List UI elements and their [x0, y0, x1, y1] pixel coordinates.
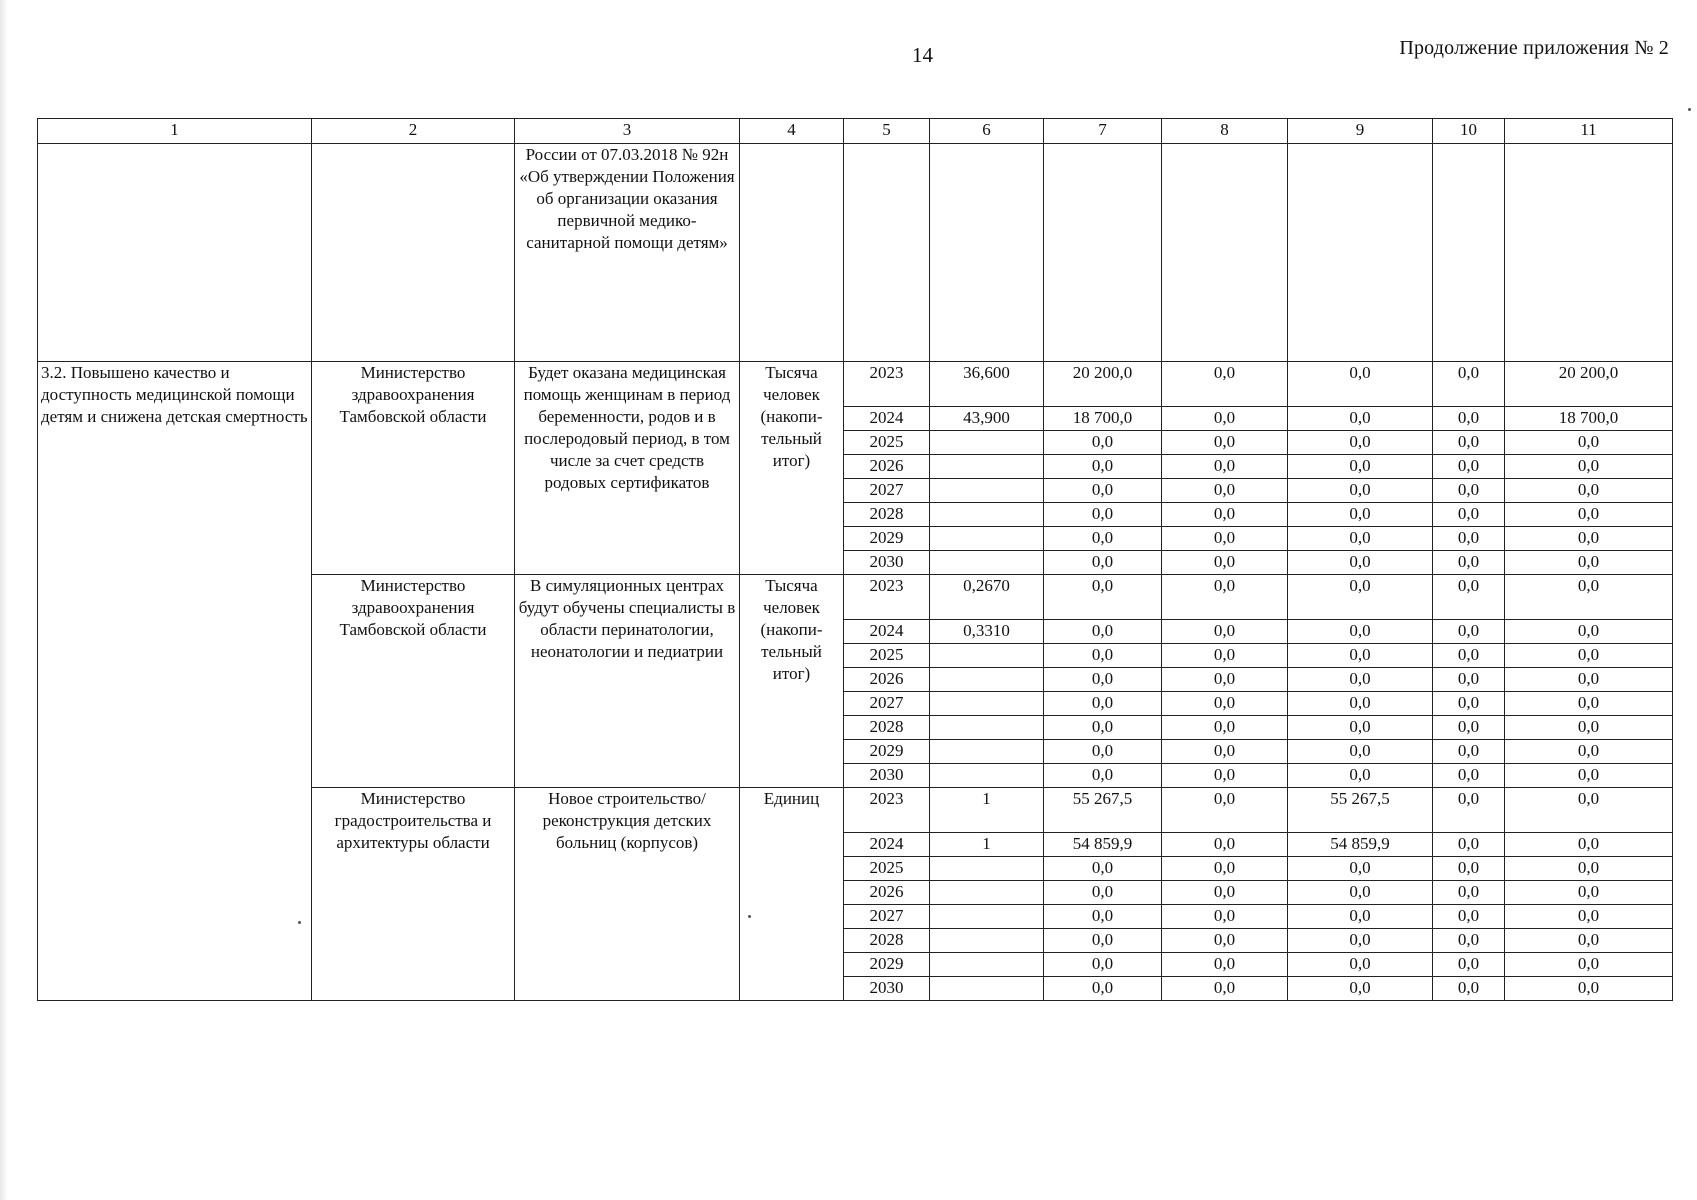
- amount-col11-cell: 0,0: [1505, 479, 1673, 503]
- amount-col8-cell: 0,0: [1162, 881, 1288, 905]
- amount-col9-cell: 0,0: [1288, 905, 1433, 929]
- amount-col9-cell: 0,0: [1288, 551, 1433, 575]
- amount-col8-cell: 0,0: [1162, 575, 1288, 620]
- amount-col10-cell: 0,0: [1433, 881, 1505, 905]
- page-number: 14: [912, 43, 933, 67]
- amount-col11-cell: 0,0: [1505, 527, 1673, 551]
- year-cell: 2027: [844, 479, 930, 503]
- amount-col9-cell: 0,0: [1288, 527, 1433, 551]
- target-value-cell: [930, 503, 1044, 527]
- amount-col7-cell: 20 200,0: [1044, 362, 1162, 407]
- amount-col8-cell: 0,0: [1162, 479, 1288, 503]
- amount-col10-cell: 0,0: [1433, 692, 1505, 716]
- amount-col10-cell: 0,0: [1433, 620, 1505, 644]
- target-value-cell: 1: [930, 788, 1044, 833]
- column-number: 1: [38, 119, 312, 144]
- amount-col8-cell: 0,0: [1162, 551, 1288, 575]
- amount-col9-cell: 0,0: [1288, 740, 1433, 764]
- column-number: 11: [1505, 119, 1673, 144]
- amount-col9-cell: 0,0: [1288, 764, 1433, 788]
- amount-col7-cell: 0,0: [1044, 881, 1162, 905]
- amount-col8-cell: 0,0: [1162, 668, 1288, 692]
- target-value-cell: [930, 455, 1044, 479]
- amount-col11-cell: 0,0: [1505, 644, 1673, 668]
- year-cell: 2023: [844, 575, 930, 620]
- year-cell: 2023: [844, 362, 930, 407]
- event-description: В симуляционных центрах будут обучены специалисты в области перинатологии, неонатологии и педиатрии: [515, 575, 740, 788]
- amount-col11-cell: 0,0: [1505, 692, 1673, 716]
- amount-col8-cell: 0,0: [1162, 644, 1288, 668]
- amount-col9-cell: 0,0: [1288, 455, 1433, 479]
- amount-col7-cell: 0,0: [1044, 716, 1162, 740]
- target-value-cell: [930, 668, 1044, 692]
- amount-col7-cell: 0,0: [1044, 503, 1162, 527]
- column-number: 10: [1433, 119, 1505, 144]
- executor-name: Министерство здравоохранения Тамбовской области: [312, 362, 515, 575]
- amount-col8-cell: 0,0: [1162, 953, 1288, 977]
- continuation-row: [38, 144, 1673, 362]
- amount-col8-cell: 0,0: [1162, 977, 1288, 1001]
- amount-col8-cell: 0,0: [1162, 905, 1288, 929]
- amount-col11-cell: 0,0: [1505, 788, 1673, 833]
- amount-col11-cell: 0,0: [1505, 716, 1673, 740]
- amount-col11-cell: 0,0: [1505, 857, 1673, 881]
- amount-col11-cell: 0,0: [1505, 905, 1673, 929]
- amount-col7-cell: 54 859,9: [1044, 833, 1162, 857]
- target-value-cell: [930, 527, 1044, 551]
- year-cell: 2029: [844, 527, 930, 551]
- target-value-cell: [930, 857, 1044, 881]
- scan-speck: [298, 921, 301, 924]
- executor-name: Министерство здравоохранения Тамбовской области: [312, 575, 515, 788]
- event-description: Новое строительство/ реконструкция детских больниц (корпусов): [515, 788, 740, 1001]
- year-cell: 2029: [844, 740, 930, 764]
- empty-cell: [38, 144, 312, 362]
- year-cell: 2030: [844, 977, 930, 1001]
- amount-col8-cell: 0,0: [1162, 929, 1288, 953]
- amount-col9-cell: 0,0: [1288, 692, 1433, 716]
- unit-of-measure: Единиц: [740, 788, 844, 1001]
- target-value-cell: [930, 644, 1044, 668]
- amount-col8-cell: 0,0: [1162, 740, 1288, 764]
- amount-col9-cell: 0,0: [1288, 716, 1433, 740]
- result-name: 3.2. Повышено качество и доступность медицинской помощи детям и снижена детская смертность: [38, 362, 312, 1001]
- empty-cell: [1433, 144, 1505, 362]
- amount-col8-cell: 0,0: [1162, 692, 1288, 716]
- amount-col7-cell: 0,0: [1044, 668, 1162, 692]
- year-cell: 2029: [844, 953, 930, 977]
- amount-col11-cell: 0,0: [1505, 833, 1673, 857]
- amount-col10-cell: 0,0: [1433, 644, 1505, 668]
- appendix-note: Продолжение приложения № 2: [1399, 37, 1669, 59]
- amount-col10-cell: 0,0: [1433, 716, 1505, 740]
- amount-col11-cell: 0,0: [1505, 881, 1673, 905]
- amount-col10-cell: 0,0: [1433, 905, 1505, 929]
- amount-col7-cell: 55 267,5: [1044, 788, 1162, 833]
- amount-col8-cell: 0,0: [1162, 857, 1288, 881]
- amount-col7-cell: 0,0: [1044, 575, 1162, 620]
- year-cell: 2026: [844, 455, 930, 479]
- year-cell: 2030: [844, 551, 930, 575]
- amount-col8-cell: 0,0: [1162, 788, 1288, 833]
- year-cell: 2028: [844, 929, 930, 953]
- column-number: 6: [930, 119, 1044, 144]
- year-cell: 2025: [844, 857, 930, 881]
- amount-col7-cell: 0,0: [1044, 953, 1162, 977]
- amount-col9-cell: 0,0: [1288, 407, 1433, 431]
- amount-col11-cell: 0,0: [1505, 740, 1673, 764]
- amount-col10-cell: 0,0: [1433, 833, 1505, 857]
- year-cell: 2025: [844, 431, 930, 455]
- amount-col10-cell: 0,0: [1433, 503, 1505, 527]
- amount-col9-cell: 0,0: [1288, 503, 1433, 527]
- amount-col9-cell: 0,0: [1288, 929, 1433, 953]
- amount-col11-cell: 0,0: [1505, 620, 1673, 644]
- amount-col10-cell: 0,0: [1433, 953, 1505, 977]
- budget-table: [37, 118, 1673, 1001]
- amount-col10-cell: 0,0: [1433, 362, 1505, 407]
- year-cell: 2024: [844, 407, 930, 431]
- amount-col10-cell: 0,0: [1433, 431, 1505, 455]
- amount-col7-cell: 0,0: [1044, 431, 1162, 455]
- amount-col11-cell: 0,0: [1505, 977, 1673, 1001]
- amount-col7-cell: 0,0: [1044, 644, 1162, 668]
- amount-col8-cell: 0,0: [1162, 833, 1288, 857]
- amount-col7-cell: 0,0: [1044, 857, 1162, 881]
- amount-col8-cell: 0,0: [1162, 407, 1288, 431]
- empty-cell: [1288, 144, 1433, 362]
- column-number: 2: [312, 119, 515, 144]
- target-value-cell: 0,3310: [930, 620, 1044, 644]
- empty-cell: [1162, 144, 1288, 362]
- target-value-cell: [930, 716, 1044, 740]
- unit-of-measure: Тысяча человек (накопи-тельный итог): [740, 362, 844, 575]
- empty-cell: [740, 144, 844, 362]
- amount-col9-cell: 0,0: [1288, 953, 1433, 977]
- amount-col7-cell: 0,0: [1044, 551, 1162, 575]
- amount-col10-cell: 0,0: [1433, 977, 1505, 1001]
- amount-col8-cell: 0,0: [1162, 527, 1288, 551]
- column-number: 8: [1162, 119, 1288, 144]
- amount-col10-cell: 0,0: [1433, 929, 1505, 953]
- amount-col10-cell: 0,0: [1433, 668, 1505, 692]
- amount-col9-cell: 0,0: [1288, 977, 1433, 1001]
- target-value-cell: 1: [930, 833, 1044, 857]
- amount-col9-cell: 0,0: [1288, 881, 1433, 905]
- amount-col10-cell: 0,0: [1433, 788, 1505, 833]
- column-number: 4: [740, 119, 844, 144]
- column-number: 9: [1288, 119, 1433, 144]
- year-cell: 2030: [844, 764, 930, 788]
- amount-col11-cell: 18 700,0: [1505, 407, 1673, 431]
- amount-col10-cell: 0,0: [1433, 455, 1505, 479]
- amount-col7-cell: 0,0: [1044, 764, 1162, 788]
- amount-col7-cell: 0,0: [1044, 905, 1162, 929]
- amount-col9-cell: 0,0: [1288, 362, 1433, 407]
- amount-col8-cell: 0,0: [1162, 503, 1288, 527]
- amount-col8-cell: 0,0: [1162, 764, 1288, 788]
- year-cell: 2026: [844, 881, 930, 905]
- amount-col9-cell: 54 859,9: [1288, 833, 1433, 857]
- year-cell: 2027: [844, 905, 930, 929]
- column-number: 5: [844, 119, 930, 144]
- target-value-cell: 36,600: [930, 362, 1044, 407]
- amount-col7-cell: 0,0: [1044, 977, 1162, 1001]
- amount-col9-cell: 0,0: [1288, 668, 1433, 692]
- year-cell: 2028: [844, 716, 930, 740]
- amount-col10-cell: 0,0: [1433, 740, 1505, 764]
- amount-col11-cell: 0,0: [1505, 668, 1673, 692]
- scan-speck: [748, 915, 751, 918]
- target-value-cell: [930, 692, 1044, 716]
- amount-col11-cell: 0,0: [1505, 929, 1673, 953]
- amount-col11-cell: 0,0: [1505, 431, 1673, 455]
- amount-col8-cell: 0,0: [1162, 362, 1288, 407]
- amount-col8-cell: 0,0: [1162, 431, 1288, 455]
- target-value-cell: [930, 479, 1044, 503]
- amount-col10-cell: 0,0: [1433, 857, 1505, 881]
- year-cell: 2023: [844, 788, 930, 833]
- column-number: 7: [1044, 119, 1162, 144]
- target-value-cell: [930, 953, 1044, 977]
- amount-col9-cell: 0,0: [1288, 575, 1433, 620]
- year-cell: 2028: [844, 503, 930, 527]
- scan-edge: [0, 0, 8, 1200]
- amount-col9-cell: 0,0: [1288, 857, 1433, 881]
- amount-col11-cell: 0,0: [1505, 575, 1673, 620]
- amount-col9-cell: 55 267,5: [1288, 788, 1433, 833]
- amount-col10-cell: 0,0: [1433, 527, 1505, 551]
- empty-cell: [930, 144, 1044, 362]
- amount-col7-cell: 0,0: [1044, 692, 1162, 716]
- amount-col11-cell: 0,0: [1505, 551, 1673, 575]
- amount-col9-cell: 0,0: [1288, 431, 1433, 455]
- column-number-row: [38, 119, 1673, 144]
- amount-col9-cell: 0,0: [1288, 620, 1433, 644]
- amount-col10-cell: 0,0: [1433, 764, 1505, 788]
- target-value-cell: [930, 431, 1044, 455]
- unit-of-measure: Тысяча человек (накопи-тельный итог): [740, 575, 844, 788]
- amount-col11-cell: 0,0: [1505, 953, 1673, 977]
- amount-col7-cell: 0,0: [1044, 479, 1162, 503]
- amount-col11-cell: 0,0: [1505, 764, 1673, 788]
- amount-col10-cell: 0,0: [1433, 479, 1505, 503]
- amount-col10-cell: 0,0: [1433, 551, 1505, 575]
- executor-name: Министерство градостроительства и архитектуры области: [312, 788, 515, 1001]
- target-value-cell: [930, 740, 1044, 764]
- target-value-cell: 43,900: [930, 407, 1044, 431]
- empty-cell: [844, 144, 930, 362]
- amount-col11-cell: 0,0: [1505, 503, 1673, 527]
- amount-col7-cell: 0,0: [1044, 929, 1162, 953]
- amount-col7-cell: 0,0: [1044, 455, 1162, 479]
- amount-col7-cell: 0,0: [1044, 527, 1162, 551]
- year-cell: 2025: [844, 644, 930, 668]
- continued-basis-text: России от 07.03.2018 № 92н «Об утверждении Положения об организации оказания первичной медико-санитарной помощи детям»: [515, 144, 740, 362]
- target-value-cell: [930, 929, 1044, 953]
- target-value-cell: [930, 764, 1044, 788]
- year-cell: 2024: [844, 833, 930, 857]
- amount-col9-cell: 0,0: [1288, 479, 1433, 503]
- empty-cell: [1505, 144, 1673, 362]
- amount-col7-cell: 18 700,0: [1044, 407, 1162, 431]
- empty-cell: [1044, 144, 1162, 362]
- year-cell: 2027: [844, 692, 930, 716]
- amount-col10-cell: 0,0: [1433, 407, 1505, 431]
- amount-col7-cell: 0,0: [1044, 620, 1162, 644]
- target-value-cell: 0,2670: [930, 575, 1044, 620]
- event-description: Будет оказана медицинская помощь женщинам в период беременности, родов и в послеродовый период, в том числе за счет средств родовых сертификатов: [515, 362, 740, 575]
- year-row: [38, 362, 1673, 407]
- target-value-cell: [930, 551, 1044, 575]
- target-value-cell: [930, 905, 1044, 929]
- amount-col10-cell: 0,0: [1433, 575, 1505, 620]
- amount-col11-cell: 0,0: [1505, 455, 1673, 479]
- amount-col8-cell: 0,0: [1162, 455, 1288, 479]
- year-cell: 2024: [844, 620, 930, 644]
- column-number: 3: [515, 119, 740, 144]
- amount-col8-cell: 0,0: [1162, 716, 1288, 740]
- target-value-cell: [930, 881, 1044, 905]
- amount-col8-cell: 0,0: [1162, 620, 1288, 644]
- amount-col7-cell: 0,0: [1044, 740, 1162, 764]
- scan-speck: [1688, 108, 1691, 111]
- target-value-cell: [930, 977, 1044, 1001]
- amount-col11-cell: 20 200,0: [1505, 362, 1673, 407]
- amount-col9-cell: 0,0: [1288, 644, 1433, 668]
- empty-cell: [312, 144, 515, 362]
- year-cell: 2026: [844, 668, 930, 692]
